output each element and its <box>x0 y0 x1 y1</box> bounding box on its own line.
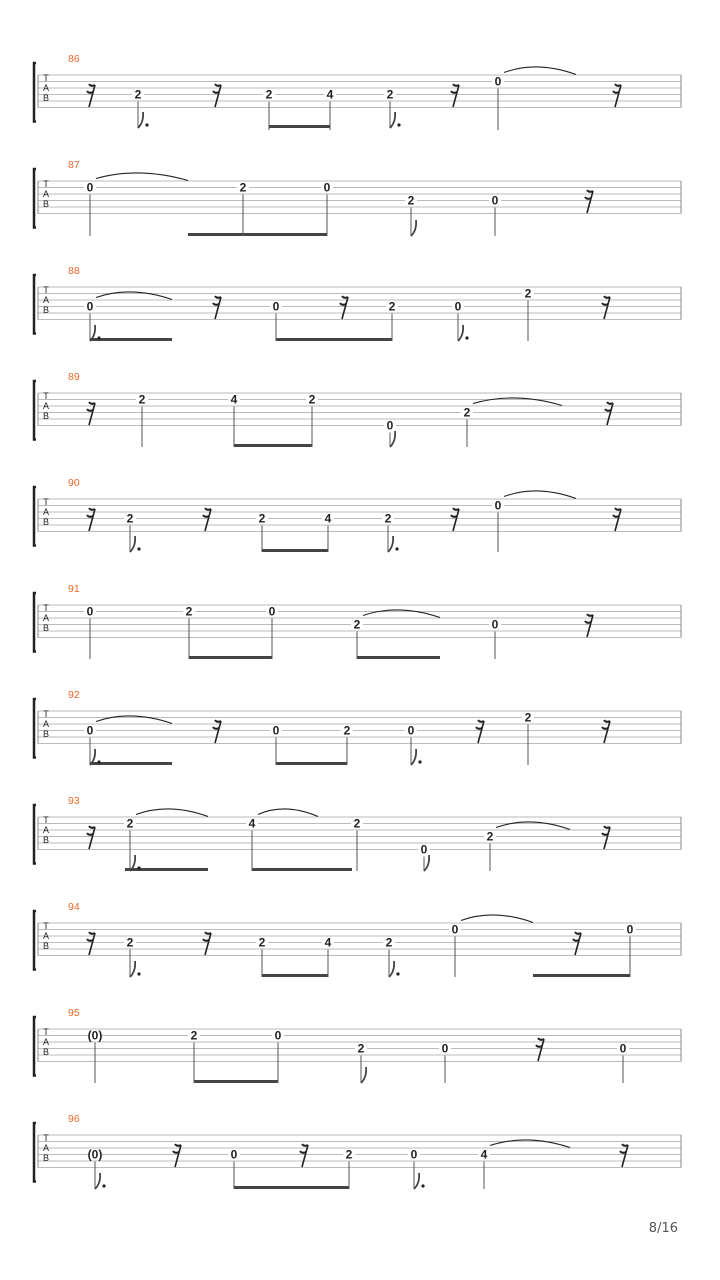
tab-clef-letter: A <box>42 1037 50 1047</box>
rest-symbol <box>585 190 593 213</box>
rest-symbol <box>536 1038 544 1061</box>
fret-number: 0 <box>494 498 502 513</box>
tab-system <box>34 593 681 659</box>
rest-symbol <box>573 932 581 955</box>
fret-number: 0 <box>619 1041 627 1056</box>
system-bracket <box>34 169 36 228</box>
measure-number: 95 <box>68 1007 80 1019</box>
note-flag <box>458 325 463 341</box>
rest-symbol <box>87 84 95 107</box>
rest-symbol <box>340 296 348 319</box>
fret-number: 0 <box>272 723 280 738</box>
dot <box>396 972 399 975</box>
tab-clef-letter: B <box>42 623 50 633</box>
system-bracket <box>34 487 36 546</box>
note-flag <box>414 1173 419 1189</box>
fret-number: 2 <box>138 392 146 407</box>
rest-symbol <box>203 508 211 531</box>
measure-number: 89 <box>68 371 80 383</box>
note-flag <box>389 961 394 977</box>
tab-clef-letter: T <box>43 921 49 931</box>
fret-number: (0) <box>87 1028 103 1043</box>
tab-clef-letter: B <box>42 1047 50 1057</box>
beam <box>262 974 328 977</box>
system-bracket <box>34 381 36 440</box>
fret-number: 0 <box>420 842 428 857</box>
note-flag <box>138 112 143 128</box>
rest-symbol <box>203 932 211 955</box>
system-bracket <box>34 63 36 122</box>
tab-clef-letter: B <box>42 411 50 421</box>
fret-number: 4 <box>324 511 332 526</box>
note-flag <box>130 961 135 977</box>
fret-number: 2 <box>343 723 351 738</box>
measure-number: 86 <box>68 53 80 65</box>
dot <box>137 972 140 975</box>
dot <box>137 547 140 550</box>
fret-number: 2 <box>486 829 494 844</box>
tab-clef-letter: T <box>43 179 49 189</box>
note-flag <box>130 536 135 552</box>
dot <box>102 1184 105 1187</box>
fret-number: 4 <box>230 392 238 407</box>
rest-symbol <box>300 1144 308 1167</box>
tie-arc <box>504 491 576 499</box>
tab-system <box>34 911 681 977</box>
beam <box>90 338 172 341</box>
tie-arc <box>258 809 318 817</box>
note-flag <box>95 1173 100 1189</box>
tab-clef-letter: A <box>42 1143 50 1153</box>
tab-clef-letter: T <box>43 1133 49 1143</box>
fret-number: 0 <box>407 723 415 738</box>
beam <box>125 868 208 871</box>
rest-symbol <box>87 826 95 849</box>
beam <box>194 1080 278 1083</box>
fret-number: 2 <box>239 180 247 195</box>
tab-clef-letter: B <box>42 1153 50 1163</box>
rest-symbol <box>87 508 95 531</box>
note-flag <box>390 112 395 128</box>
fret-number: 2 <box>126 511 134 526</box>
measure-number: 88 <box>68 265 80 277</box>
fret-number: 2 <box>126 935 134 950</box>
beam <box>252 868 352 871</box>
fret-number: 0 <box>491 193 499 208</box>
tab-clef-letter: B <box>42 941 50 951</box>
measure-number: 90 <box>68 477 80 489</box>
rest-symbol <box>173 1144 181 1167</box>
dot <box>395 547 398 550</box>
beam <box>188 233 327 236</box>
tab-clef-letter: T <box>43 497 49 507</box>
dot <box>465 336 468 339</box>
tab-clef-letter: T <box>43 73 49 83</box>
fret-number: 0 <box>454 299 462 314</box>
note-flag <box>361 1067 366 1083</box>
beam <box>234 1186 349 1189</box>
fret-number: 0 <box>268 604 276 619</box>
fret-number: 4 <box>248 816 256 831</box>
tab-clef-letter: T <box>43 815 49 825</box>
rest-symbol <box>213 296 221 319</box>
rest-symbol <box>602 720 610 743</box>
tie-arc <box>504 67 576 75</box>
fret-number: 2 <box>357 1041 365 1056</box>
tab-clef-letter: B <box>42 835 50 845</box>
tab-clef-letter: A <box>42 507 50 517</box>
tab-clef-letter: A <box>42 613 50 623</box>
fret-number: 2 <box>407 193 415 208</box>
rest-symbol <box>613 84 621 107</box>
tab-clef-letter: B <box>42 729 50 739</box>
note-flag <box>411 220 416 236</box>
system-bracket <box>34 699 36 758</box>
system-bracket <box>34 911 36 970</box>
fret-number: 0 <box>323 180 331 195</box>
tab-system <box>34 63 681 130</box>
rest-symbol <box>602 296 610 319</box>
fret-number: 0 <box>386 418 394 433</box>
measure-number: 87 <box>68 159 80 171</box>
tab-clef-letter: A <box>42 931 50 941</box>
measure-number: 91 <box>68 583 80 595</box>
system-bracket <box>34 275 36 334</box>
rest-symbol <box>602 826 610 849</box>
beam <box>533 974 630 977</box>
tab-system <box>34 1017 681 1083</box>
tab-clef-letter: A <box>42 83 50 93</box>
fret-number: 0 <box>86 299 94 314</box>
measure-number: 94 <box>68 901 80 913</box>
fret-number: 2 <box>265 87 273 102</box>
fret-number: 0 <box>410 1147 418 1162</box>
beam <box>90 762 172 765</box>
beam <box>234 444 312 447</box>
dot <box>397 123 400 126</box>
rest-symbol <box>451 508 459 531</box>
fret-number: 2 <box>463 405 471 420</box>
note-flag <box>388 536 393 552</box>
fret-number: 2 <box>126 816 134 831</box>
fret-number: 0 <box>86 180 94 195</box>
fret-number: 2 <box>388 299 396 314</box>
fret-number: 2 <box>190 1028 198 1043</box>
tab-clef-letter: T <box>43 391 49 401</box>
rest-symbol <box>87 402 95 425</box>
fret-number: 2 <box>384 511 392 526</box>
measure-number: 93 <box>68 795 80 807</box>
fret-number: (0) <box>87 1147 103 1162</box>
beam <box>276 338 392 341</box>
dot <box>418 760 421 763</box>
rest-symbol <box>605 402 613 425</box>
tie-arc <box>96 173 188 181</box>
system-bracket <box>34 805 36 864</box>
rest-symbol <box>213 720 221 743</box>
tab-clef-letter: T <box>43 709 49 719</box>
fret-number: 2 <box>386 87 394 102</box>
fret-number: 2 <box>345 1147 353 1162</box>
beam <box>269 125 330 128</box>
rest-symbol <box>213 84 221 107</box>
fret-number: 0 <box>494 74 502 89</box>
fret-number: 2 <box>524 710 532 725</box>
measure-number: 92 <box>68 689 80 701</box>
fret-number: 2 <box>385 935 393 950</box>
rest-symbol <box>585 614 593 637</box>
tab-clef-letter: A <box>42 189 50 199</box>
fret-number: 0 <box>86 604 94 619</box>
rest-symbol <box>476 720 484 743</box>
fret-number: 0 <box>274 1028 282 1043</box>
tab-clef-letter: A <box>42 719 50 729</box>
dot <box>145 123 148 126</box>
tab-system <box>34 699 681 765</box>
beam <box>357 656 440 659</box>
note-flag <box>424 855 429 871</box>
dot <box>137 866 140 869</box>
dot <box>97 760 100 763</box>
beam <box>189 656 272 659</box>
beam <box>262 549 328 552</box>
beam <box>276 762 347 765</box>
fret-number: 2 <box>258 935 266 950</box>
rest-symbol <box>620 1144 628 1167</box>
fret-number: 0 <box>451 922 459 937</box>
fret-number: 2 <box>308 392 316 407</box>
rest-symbol <box>451 84 459 107</box>
tab-clef-letter: A <box>42 401 50 411</box>
fret-number: 2 <box>134 87 142 102</box>
fret-number: 4 <box>326 87 334 102</box>
fret-number: 2 <box>258 511 266 526</box>
page-number: 8/16 <box>648 1221 678 1236</box>
fret-number: 0 <box>626 922 634 937</box>
tie-arc <box>461 915 533 923</box>
tab-clef-letter: B <box>42 93 50 103</box>
note-flag <box>390 431 395 447</box>
tab-clef-letter: T <box>43 603 49 613</box>
fret-number: 0 <box>491 617 499 632</box>
fret-number: 4 <box>324 935 332 950</box>
tie-arc <box>136 809 208 817</box>
fret-number: 0 <box>230 1147 238 1162</box>
tab-clef-letter: A <box>42 825 50 835</box>
note-flag <box>411 749 416 765</box>
system-bracket <box>34 593 36 652</box>
tab-system <box>34 487 681 552</box>
dot <box>97 336 100 339</box>
fret-number: 0 <box>272 299 280 314</box>
system-bracket <box>34 1017 36 1076</box>
tab-clef-letter: A <box>42 295 50 305</box>
fret-number: 2 <box>353 617 361 632</box>
tab-system <box>34 381 681 447</box>
tab-clef-letter: T <box>43 1027 49 1037</box>
tab-clef-letter: T <box>43 285 49 295</box>
fret-number: 2 <box>353 816 361 831</box>
tab-clef-letter: B <box>42 517 50 527</box>
fret-number: 0 <box>86 723 94 738</box>
tab-system <box>34 275 681 341</box>
rest-symbol <box>87 932 95 955</box>
fret-number: 2 <box>185 604 193 619</box>
rest-symbol <box>613 508 621 531</box>
fret-number: 0 <box>441 1041 449 1056</box>
tab-system <box>34 169 681 236</box>
system-bracket <box>34 1123 36 1182</box>
fret-number: 4 <box>480 1147 488 1162</box>
measure-number: 96 <box>68 1113 80 1125</box>
tab-clef-letter: B <box>42 305 50 315</box>
tab-system <box>34 805 681 871</box>
fret-number: 2 <box>524 286 532 301</box>
tab-system <box>34 1123 681 1189</box>
tab-clef-letter: B <box>42 199 50 209</box>
dot <box>421 1184 424 1187</box>
